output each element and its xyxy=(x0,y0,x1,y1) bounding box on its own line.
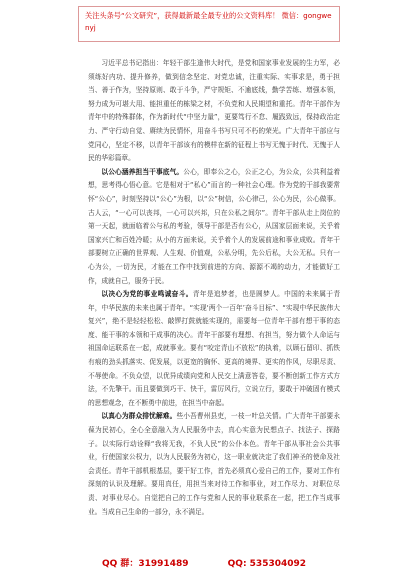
promo-banner-text: 关注头条号“公文研究”，获得最新最全最专业的公文资料库！ 微信：gongwenyj xyxy=(85,11,332,32)
paragraph-lead: 以公心涵养担当干事底气。 xyxy=(101,167,184,176)
paragraph-public-heart xyxy=(88,166,340,288)
paragraph-determination xyxy=(88,288,340,410)
qq-group-text: QQ 群：31991489 xyxy=(101,559,189,569)
paragraph-text: 青年是追梦者，也是圆梦人。中国的未来属于青年，中华民族的未来也属于青年。“实现‘两个一百年’奋斗目标”、“实现中华民族伟大复兴”，绝不是轻轻松松、敲锣打鼓就能实现的，需要每一位青年干部有想干事的态度、能干事的本领和干成事的决心。青年干部要有理想、有担当，努力做个人命运与祖国命运联系在一起，成就事业。要有“咬定青山不放松”的执着，以顾石留印、抓铁有痕的劲头抓落实、促发展，以更宽的胸怀、更高的境界、更实的作风，尽职尽责、不辱使命。不负众望，以优异成绩向党和人民交上满意答卷，要不断创新工作方式方法，不先擎干。而且要做到巧干、快干，雷厉风行，立说立行，要敢于冲破固有模式的思想观念，在不断勇中前进，在担当中奋起。 xyxy=(88,290,341,407)
paragraph-text: 些小吾曹州县吏，一枝一叶总关情。广大青年干部要永葆为民初心，全心全意融入为人民服务中去，真心实意为民想点子、找法子、探路子。以实际行动诠释“我将无我，不负人民”的公仆本色。青年干部从事社会公共事业，行使国家公权力，以为人民服务为初心，这一职业就决定了我们神圣的使命及社会责任。青年干部机根基层，要干好工作，首先必须真心爱自己的工作，要对工作有深刻的认识及理解。要用真任，用担当来对待工作和事业，对工作尽力、对职位尽责、对事业尽心。自觉把自己的工作与党和人民的事业联系在一起，把工作当成事业。当成自己生命的一部分，永不满足。 xyxy=(88,412,341,516)
paragraph-lead: 以真心为群众排忧解难。 xyxy=(101,412,177,421)
contact-footer xyxy=(0,556,408,569)
paragraph-text: 习近平总书记指出：年轻干部生逢伟大时代，是党和国家事业发展的生力军，必须练好内功、提升修养，做到信念坚定、对党忠诚，注重实际、实事求是，勇于担当、善于作为，坚持原则、敢于斗争，严守规矩、不逾底线，勤学苦练、增强本领，努力成为可堪大用、能担重任的栋梁之材，不负党和人民期望和重托。青年干部作为青年中的特殊群体，作为新时代“中坚力量”，更要笃行不怠、履践致远，保持政治定力、严守行动自觉、赓续为民情怀，用奋斗书写只可不朽的荣光。广大青年干部应与党同心，坚定不移，以青年干部该有的模样在新的征程上书写无愧于时代、无愧于人民的华彩篇章。 xyxy=(88,59,340,163)
qq-text: QQ: 535304092 xyxy=(227,559,307,569)
promo-banner xyxy=(78,6,340,42)
paragraph-intro xyxy=(88,57,340,166)
paragraph-lead: 以决心为党的事业鸣诚奋斗。 xyxy=(101,290,193,299)
article-body xyxy=(88,57,340,519)
paragraph-sincerity xyxy=(88,410,340,519)
paragraph-text: 公心，即奉公之心，公正之心，为公众，公共利益着想，思考得心悟心意。它是相对于“私心”而言的一种社会心理。作为党的干部我要常怀“公心”，时刻坚持以“公心”为根，以“公”树信，公心律己，公心为民，公心做事。古人云，“一心可以丧邦，一心可以兴邦，只在公私之间尔”。青年干部从走上岗位的第一天起，就面临着公与私的考验，领导干部是否有公心，从国家层面来说，关乎着国家兴亡和百姓冷暖；从小的方面来说，关乎着个人的发展前途和事业成败。青年干部要树立正确的世界观、人生观、价值观，公私分明，先公后私，大公无私。只有一心为公，一切为民，才能在工作中找到前进的方向、源源不竭的动力，才能做好工作，成就自己，服务于民。 xyxy=(88,167,341,285)
